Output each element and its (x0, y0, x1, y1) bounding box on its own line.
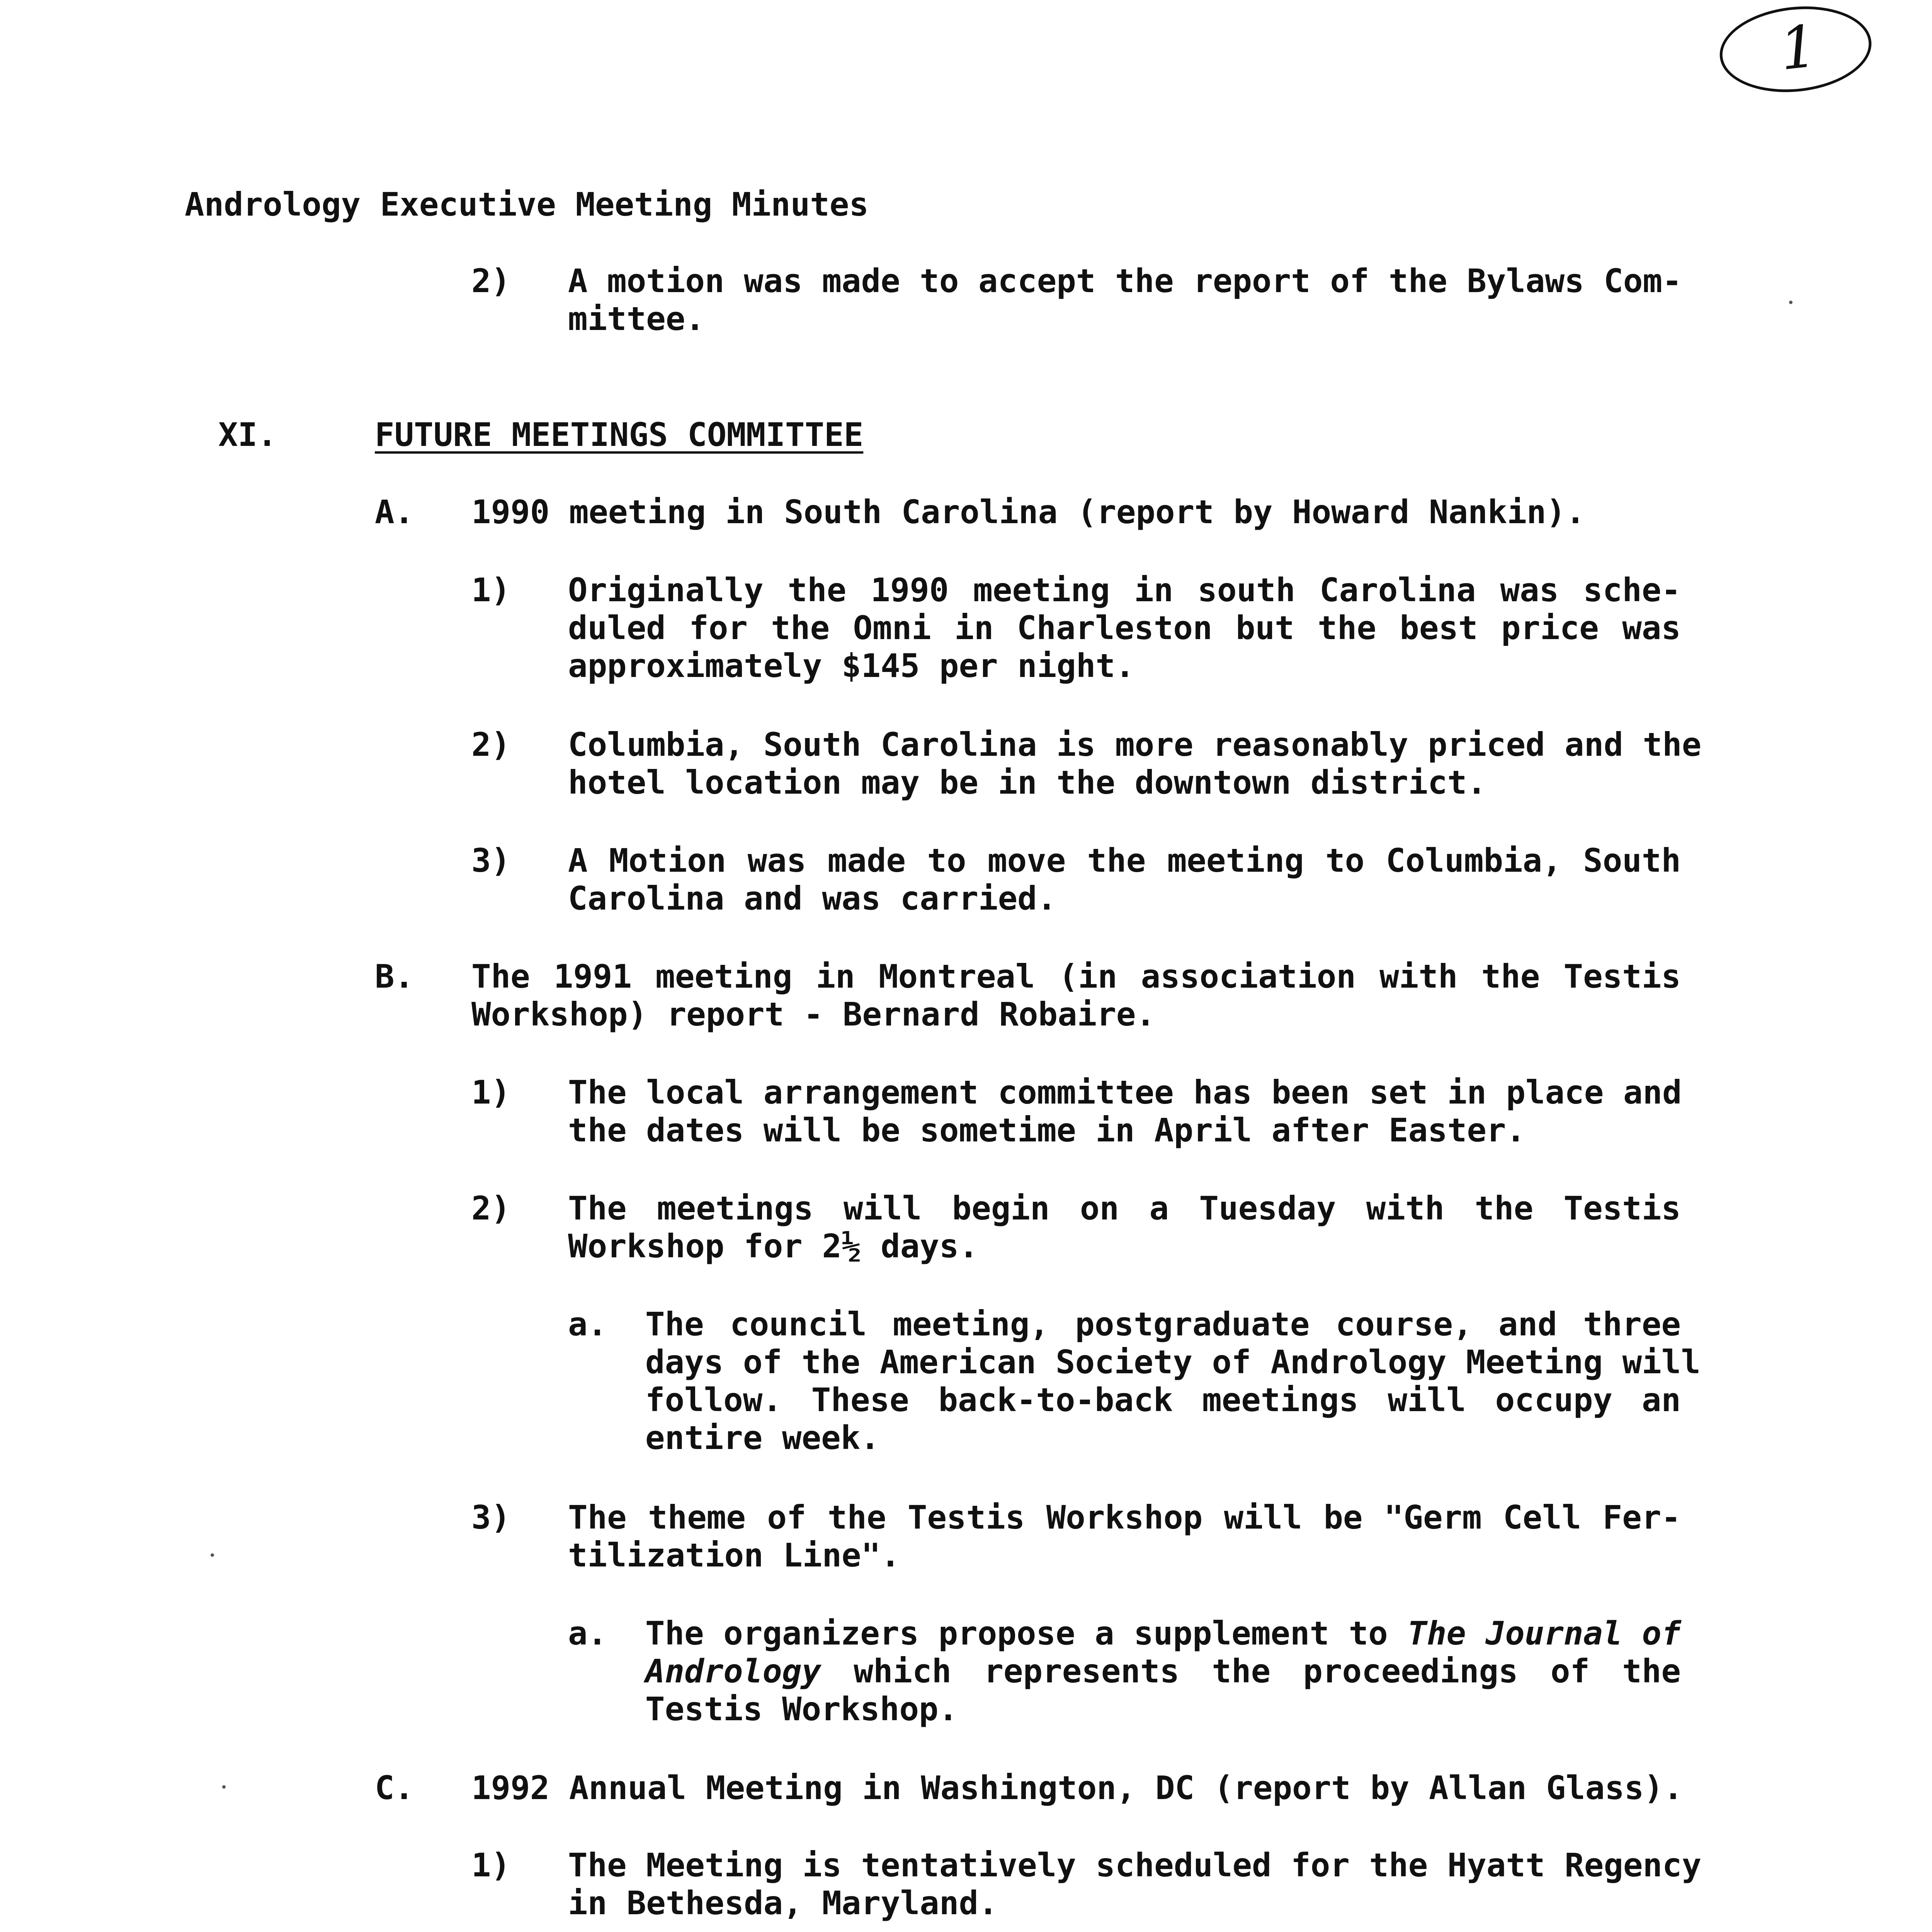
item-B1-text: The local arrangement committee has been set in place and the dates will be sometime in April after Easter. (568, 1073, 1682, 1149)
item-A2-text: Columbia, South Carolina is more reasonably priced and the hotel location may be in the downtown district. (568, 726, 1702, 801)
item-A3-marker: 3) (471, 842, 511, 879)
item-B-text: The 1991 meeting in Montreal (in association with the Testis Workshop) report - Bernard Robaire. (471, 957, 1681, 1033)
item-B2-text: The meetings will begin on a Tuesday with the Testis Workshop for 2½ days. (568, 1189, 1681, 1265)
item-B3-marker: 3) (471, 1498, 511, 1536)
item-C1-marker: 1) (471, 1846, 511, 1884)
document-header: Andrology Executive Meeting Minutes (185, 185, 869, 223)
scan-dot (211, 1553, 214, 1557)
page-mark-text: 1 (1776, 12, 1820, 83)
journal-title-part1: The Journal of (1407, 1614, 1681, 1652)
item-C1-text: The Meeting is tentatively scheduled for the Hyatt Regency in Bethesda, Maryland. (568, 1846, 1702, 1922)
item-A2-marker: 2) (471, 726, 511, 764)
item-B2a-text: The council meeting, postgraduate course, and three days of the American Society of Andrology Meeting will follow. These back-to-back meetings will occupy an entire week. (645, 1305, 1701, 1457)
scan-dot (1789, 301, 1793, 304)
item-A1-marker: 1) (471, 571, 511, 609)
prev-item-text: A motion was made to accept the report of the Bylaws Com- mittee. (568, 262, 1682, 338)
item-B1-marker: 1) (471, 1073, 511, 1111)
section-number: XI. (218, 416, 277, 454)
item-C-text: 1992 Annual Meeting in Washington, DC (report by Allan Glass). (471, 1769, 1683, 1807)
item-A-marker: A. (375, 493, 414, 531)
item-B3-text: The theme of the Testis Workshop will be "Germ Cell Fer- tilization Line". (568, 1498, 1681, 1574)
item-A1-text: Originally the 1990 meeting in south Carolina was sche- duled for the Omni in Charleston but the best price was approximately $145 per night. (568, 571, 1681, 685)
item-B3a-marker: a. (568, 1614, 607, 1652)
item-B-marker: B. (375, 957, 414, 995)
section-title: FUTURE MEETINGS COMMITTEE (375, 416, 864, 454)
item-A3-text: A Motion was made to move the meeting to Columbia, South Carolina and was carried. (568, 842, 1681, 917)
item-B3a-text: The organizers propose a supplement to The Journal of Andrology which represents the proceedings of the Testis Workshop. (645, 1614, 1681, 1728)
circled-page-mark (1716, 0, 1876, 99)
scan-dot (222, 1785, 226, 1789)
item-C-marker: C. (375, 1769, 414, 1807)
journal-title-part2: Andrology (645, 1652, 821, 1690)
item-A-text: 1990 meeting in South Carolina (report by Howard Nankin). (471, 493, 1585, 531)
item-B2-marker: 2) (471, 1189, 511, 1227)
prev-item-marker: 2) (471, 262, 511, 300)
item-B2a-marker: a. (568, 1305, 607, 1343)
